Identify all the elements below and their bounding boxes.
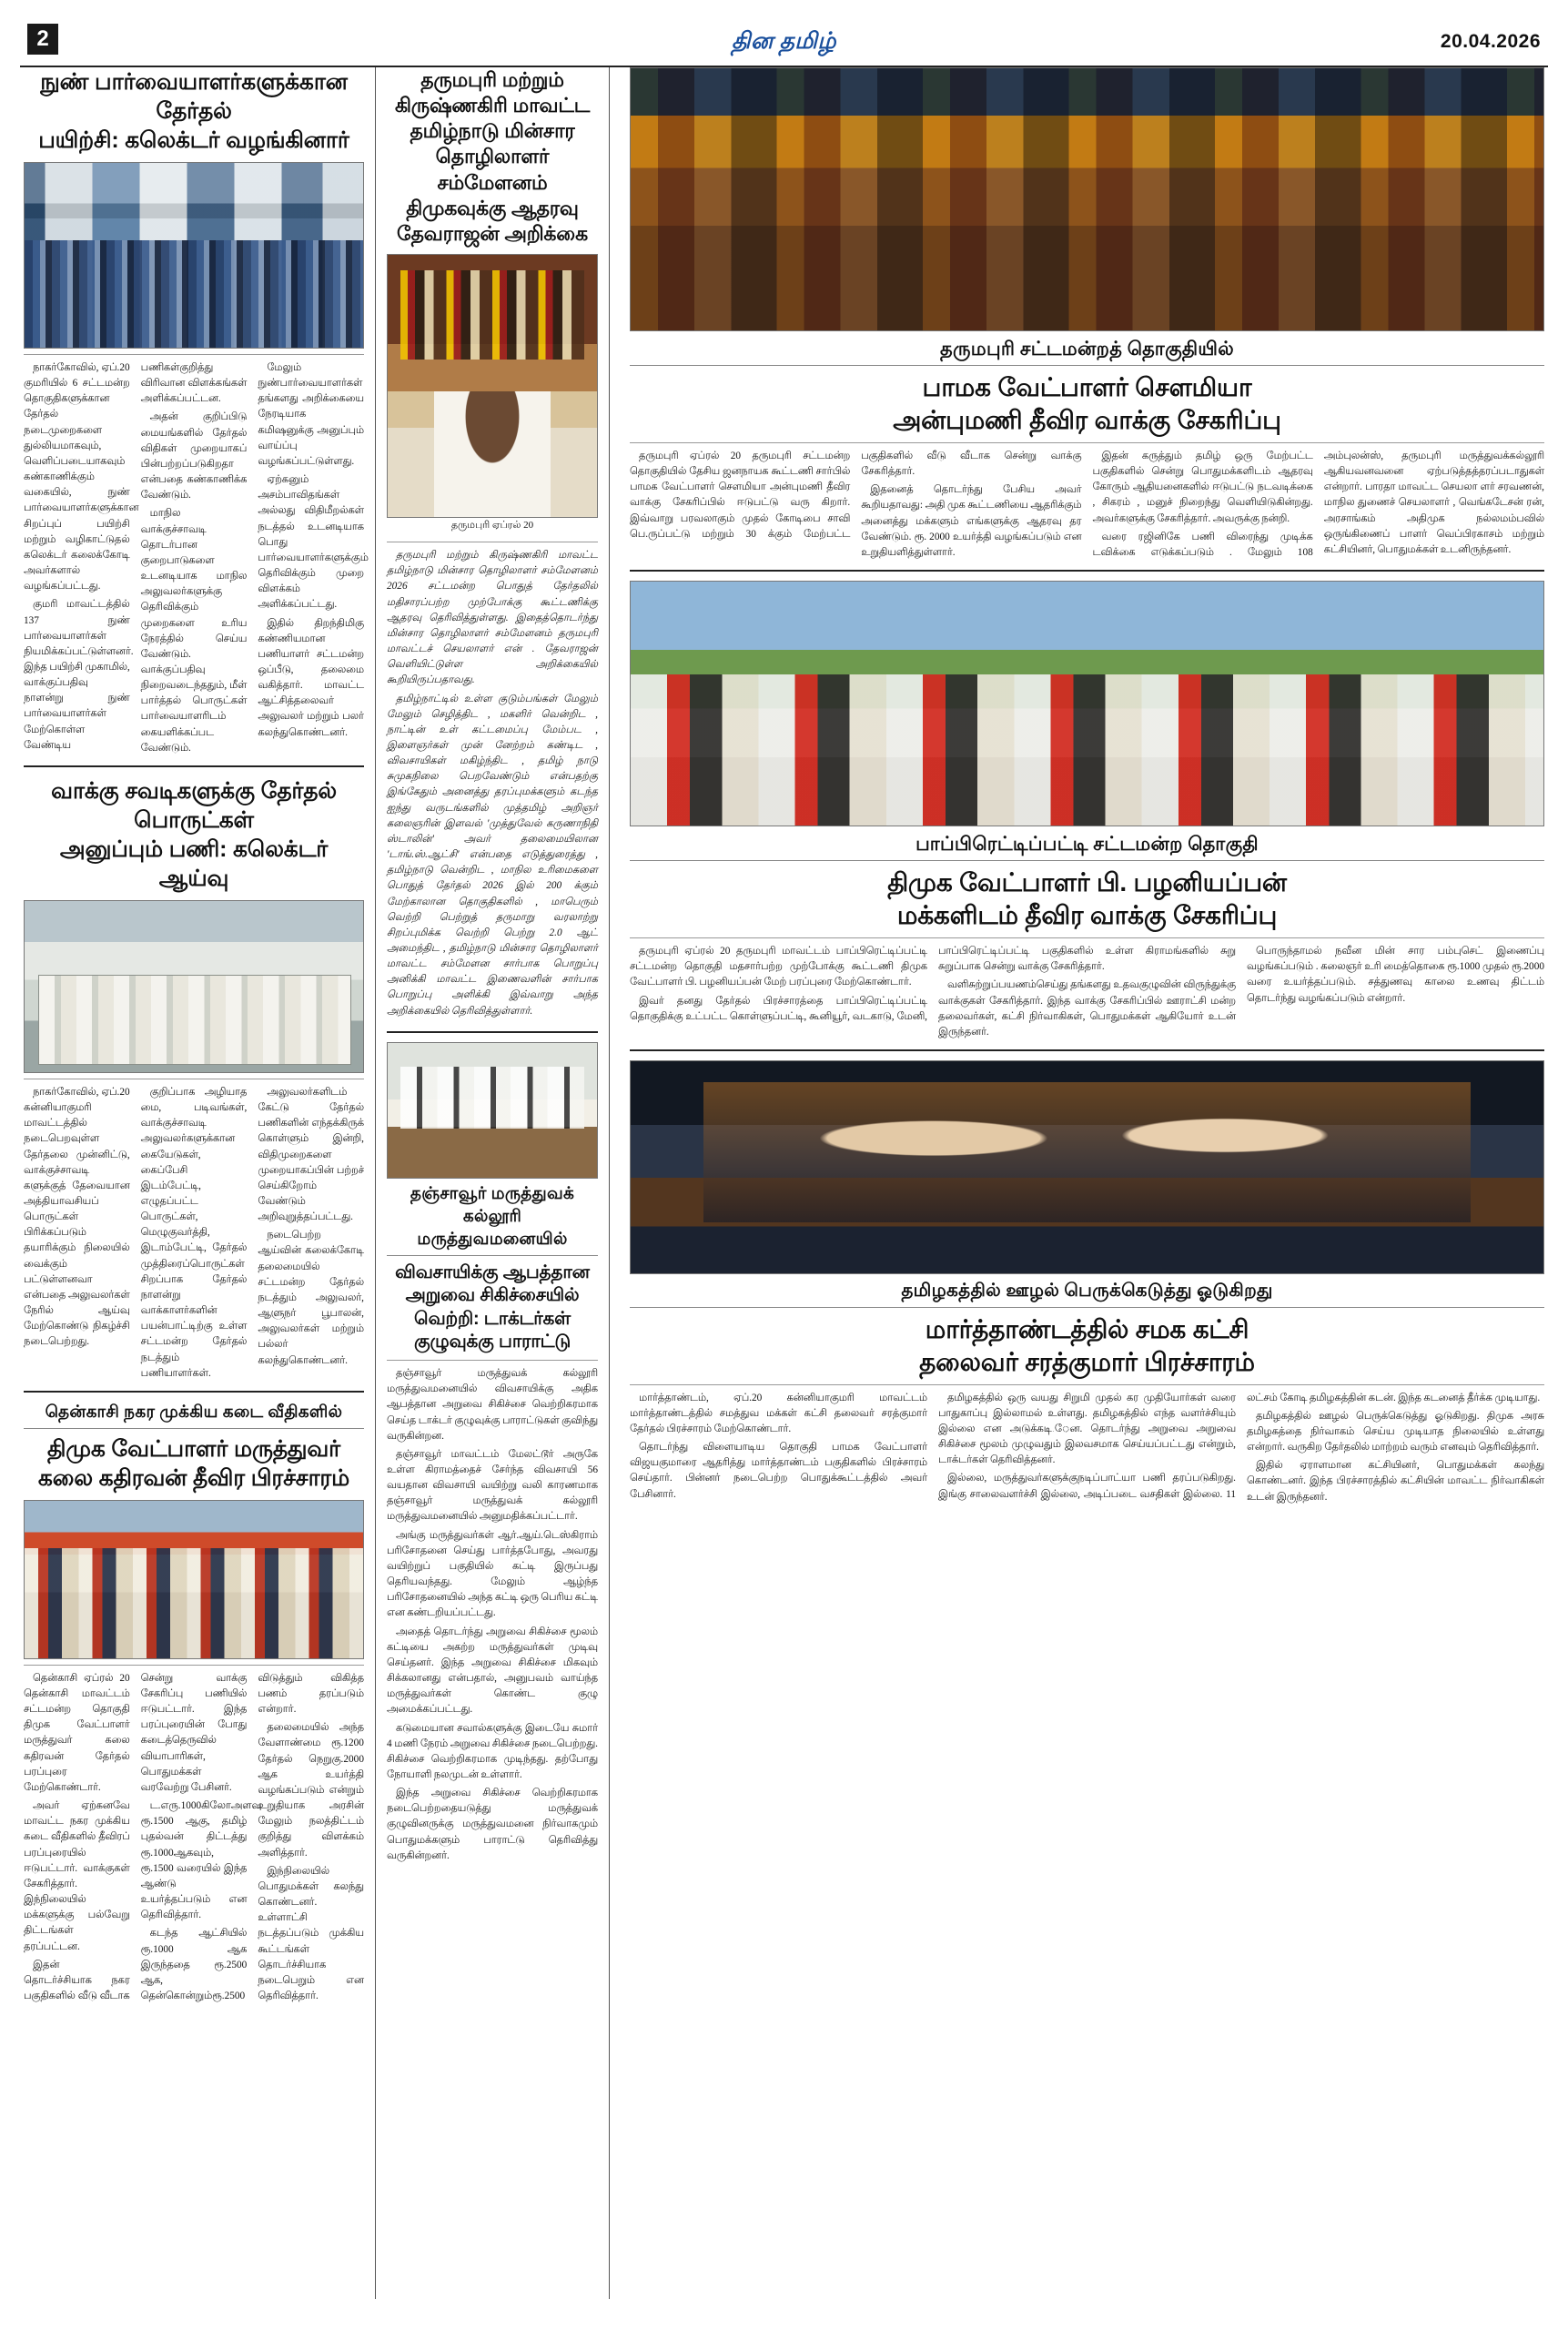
- a8-p2: தமிழகத்தில் ஒரு வயது சிறுமி முதல் கர முதியோர்கள் வரை பாதுகாப்பு இல்லாமல் உள்ளது. தமிழகத்தில் எந்த வளர்ச்சியும் இல்லை என அடுக்கடி.ேன. தொடர்ந்து அறுவை அறுவை சிகிச்சை மூலம் முழுவதும் இலவசமாக செய்யப்பட்டது என்றும், டாக்டர்கள் தெரிவித்தனர்.: [938, 1392, 1236, 1466]
- a8-p3: இல்லை, மருத்துவர்களுக்குநடிப்பாட்யா பணி தரப்படுகிறது. இங்கு சாலைவளர்ச்சி இல்லை, அடிப்படை வசதிகள் இல்லை. 11 லட்சம் கோடி தமிழகத்தின் கடன். இந்த கடனைத் தீர்க்க முடியாது.: [938, 1392, 1541, 1500]
- a3-body: [24, 1671, 364, 2005]
- a6-headline-line1: பாமக வேட்பாளர் சௌமியா: [922, 373, 1252, 402]
- a1-p0: நாகர்கோவில், ஏப்.20 குமரியில் 6 சட்டமன்ற தொகுதிகளுக்கான தேர்தல் நடைமுறைகளை துல்லியமாகவும், வெளிப்படையாகவும் கண்காணிக்கும் வகையில், நுண் பார்வையாளர்களுக்கான சிறப்புப் பயிற்சி மற்றும் வழிகாட்டுதல் கலெக்டர் கலைக்கோடி அவர்களால் வழங்கப்பட்டது.: [24, 362, 139, 593]
- a5-headline-line2: வெற்றி: டாக்டர்கள் குழுவுக்கு பாராட்டு: [413, 1308, 572, 1352]
- a4-headline-line2: தமிழ்நாடு மின்சார தொழிலாளர் சம்மேளனம்: [410, 119, 575, 194]
- a3-p3: ட.எரு.1000கிலோஅளவு ரூ.1500 ஆகு, தமிழ் புதல்வன் திட்டத்து ரூ.1000ஆகவும், ரூ.1500 வரையில் இந்த ஆண்டு உயர்த்தப்படும் என தெரிவித்தார்.: [140, 1800, 262, 1921]
- a5-p3: அதைத் தொடர்ந்து அறுவை சிகிச்சை மூலம் கட்டியை அகற்ற மருத்துவர்கள் முடிவு செய்தனர். இந்த அறுவை சிகிச்சை மிகவும் சிக்கலானது என்பதால், அனுபவம் வாய்ந்த மருத்துவர்கள் கொண்ட குழு அமைக்கப்பட்டது.: [387, 1626, 598, 1716]
- a6-kicker: தருமபுரி சட்டமன்றத் தொகுதியில்: [630, 331, 1544, 366]
- a1-p1: குமரி மாவட்டத்தில் 137 நுண் பார்வையாளர்கள் நியமிக்கப்பட்டுள்ளனர். இந்த பயிற்சி முகாமில், வாக்குப்பதிவு நாளன்று நுண் பார்வையாளர்கள் மேற்கொள்ள வேண்டிய பணிகள்குறித்து விரிவான விளக்கங்கள் அளிக்கப்பட்டன.: [24, 362, 248, 751]
- a2-a3-divider: [24, 1391, 364, 1393]
- a1-p5: ஏற்கனும் அசம்பாவிதங்கள் அல்லது விதிமீறல்கள் நடத்தல் உடனடியாக பொது பார்வையாளர்களுக்கும் தெரிவிக்கும் முறை விளக்கம் அளிக்கப்பட்டது.: [258, 474, 369, 611]
- a1-headline-line2: பயிற்சி: கலெக்டர் வழங்கினார்: [38, 127, 349, 153]
- a3-p2: இதன் தொடர்ச்சியாக நகர பகுதிகளில் வீடு வீடாக சென்று வாக்கு சேகரிப்பு பணியில் ஈடுபட்டார். இந்த பரப்புரையின் போது கடைத்தெருவில் வியாபாரிகள், பொதுமக்கள் வரவேற்று பேசினர்.: [24, 1672, 248, 2001]
- a6-headline-line2: அன்புமணி தீவிர வாக்கு சேகரிப்பு: [893, 406, 1281, 435]
- a6-p2: இதன் கருத்தும் தமிழ் ஒரு மேற்பட்ட பகுதிகளில் சென்று பொதுமக்களிடம் ஆதரவு கோரும் ஆதியனைகளில் ஈடுபட்டு நடவடிக்கை , சிகரம் , மனுச் நிறைந்து வெளியிடுகின்றது. அவர்களுக்கு சேகரித்தார். அவருக்கு நன்றி.: [1092, 451, 1313, 524]
- article-dmk-pappireddipatti: [630, 581, 1544, 1040]
- a3-p5: தலைமையில் அந்த வேளாண்மை ரூ.1200 தேர்தல் நெறுகு.2000 ஆக உயர்த்தி வழங்கப்படும் என்றும் உறுதியாக அரசின் மேலும் நலத்திட்டம் குறித்து விளக்கம் அளித்தார்.: [258, 1722, 364, 1859]
- a1-p4: மேலும் நுண்பார்வையாளர்கள் தங்களது அறிக்கையை நேரடியாக கமிஷனுக்கு அனுப்பும் வாய்ப்பு வழங்கப்பட்டுள்ளது.: [258, 362, 364, 467]
- a3-kicker: தென்காசி நகர முக்கிய கடை வீதிகளில்: [24, 1402, 364, 1429]
- a1-p2: அதன் குறிப்பிடு மையங்களில் தேர்தல் விதிகள் முறையாகப் பின்பற்றப்படுகிறதா என்பதை கண்காணிக்க வேண்டும்.: [140, 411, 248, 501]
- a7-body: [630, 944, 1544, 1040]
- doctors-press-meet-photo: [387, 1042, 598, 1179]
- a8-headline-line1: மார்த்தாண்டத்தில் சமக கட்சி: [925, 1315, 1249, 1344]
- training-hall-photo: [24, 162, 364, 349]
- a1-headline-line1: நுண் பார்வையாளர்களுக்கான தேர்தல்: [40, 69, 348, 124]
- paper-title: தின தமிழ்: [732, 29, 836, 54]
- a2-p2: அலுவலர்களிடம் கேட்டு தேர்தல் பணிகளின் எந்தக்கிருக் கொள்ளும் இன்றி, விதிமுறைகளை முறையாகப்பின் பற்றச் செய்கிறோம் வேண்டும் அறிவுறுத்தப்பட்டது.: [258, 1086, 364, 1223]
- a3-headline-line1: திமுக வேட்பாளர் மருத்துவர்: [46, 1435, 341, 1462]
- a5-p0: தஞ்சாவூர் மருத்துவக் கல்லூரி மருத்துவமனையில் விவசாயிக்கு அதிக ஆபத்தான அறுவை சிகிச்சை வெற்றிகரமாக செய்த டாக்டர் குழுவுக்கு பாராட்டுகள் குவிந்து வருகின்றன.: [387, 1368, 598, 1442]
- a4-p0: தருமபுரி மற்றும் கிருஷ்ணகிரி மாவட்ட தமிழ்நாடு மின்சார தொழிலாளர் சம்மேளனம் 2026 சட்டமன்ற பொதுத் தேர்தலில் மதிசாரப்பற்ற முற்போக்கு கூட்டணிக்கு ஆதரவு தெரிவித்துள்ளது. இதைத்தொடர்ந்து மின்சார தொழிலாளர் சம்மேளனம் தருமபுரி மாவட்டச் செயலாளர் என் . தேவராஜன் வெளியிட்டுள்ள அறிக்கையில் கூறியிருப்பதாவது.: [387, 550, 598, 686]
- column-right: [610, 67, 1544, 2299]
- a1-divider: [24, 354, 364, 355]
- a1-p6: இதில் திறந்திமிகு கண்ணியமான பணியாளர் சட்டமன்ற ஒப்பீடு, தலைமை வகித்தார். மாவட்ட ஆட்சித்தலைவர் அலுவலர் மற்றும் பலர் கலந்துகொண்டனர்.: [258, 617, 364, 738]
- a6-divider: [630, 442, 1544, 443]
- a6-p1: இதனைத் தொடர்ந்து பேசிய அவர் கூறியதாவது: அதி முக கூட்டணியை ஆதரிக்கும் அனைத்து மக்களும் எங்களுக்கு ஆதரவு தர வேண்டும். ரூ. 2000 உயர்த்தி வழங்கப்படும் என உறுதியளித்துள்ளார்.: [861, 484, 1082, 558]
- article-ballot-dispatch: [24, 776, 364, 1382]
- a6-body: [630, 449, 1544, 561]
- a2-headline-line1: வாக்கு சவடிகளுக்கு தேர்தல் பொருட்கள்: [51, 777, 337, 833]
- a7-p3: பொருந்தாமல் நவீன மின் சார பம்புசெட் இணைப்பு வழங்கப்படும் . கலைஞர் உரி மைத்தொகை ரூ.1000 முதல் ரூ.2000 வரை உயர்த்தப்படும். சத்துணவு காலை உணவு திட்டம் தொடர்ந்து வழங்கப்படும் என்றார்.: [1247, 946, 1544, 1004]
- dmk-candidate-rally-photo: [630, 581, 1544, 826]
- a7-headline-line2: மக்களிடம் தீவிர வாக்கு சேகரிப்பு: [896, 901, 1278, 930]
- a7-a8-divider: [630, 1049, 1544, 1051]
- a5-headline-line1: விவசாயிக்கு ஆபத்தான அறுவை சிகிச்சையில்: [395, 1261, 590, 1306]
- a2-p0: நாகர்கோவில், ஏப்.20 கன்னியாகுமரி மாவட்டத்தில் நடைபெறவுள்ள தேர்தலை முன்னிட்டு, வாக்குச்சாவடி களுக்குத் தேவையான அத்தியாவசியப் பொருட்கள் பிரிக்கப்படும் தயாரிக்கும் நிலையில் வைக்கும் பட்டுள்ளனவா என்பதை அலுவலர்கள் நேரில் ஆய்வு மேற்கொண்டு நிகழ்ச்சி நடைபெற்றது.: [24, 1086, 130, 1348]
- a8-divider: [630, 1384, 1544, 1385]
- masthead: [20, 24, 1548, 64]
- a5-divider: [387, 1360, 598, 1361]
- article-electricity-union-support: [387, 67, 598, 1022]
- article-micro-observer-training: [24, 67, 369, 756]
- a4-body: [387, 548, 598, 1022]
- a4-headline-line1: தருமபுரி மற்றும் கிருஷ்ணகிரி மாவட்ட: [394, 68, 591, 117]
- article-thanjavur-surgery: [387, 1042, 598, 1867]
- a8-p1: தொடர்ந்து விளையாடிய தொகுதி பாமக வேட்பாளர் விஜயகுமாரை ஆதரித்து மார்த்தாண்டம் பகுதிகளில் பிரச்சாரம் செய்தார். பின்னர் நடைபெற்ற பொதுக்கூட்டத்தில் அவர் பேசினார்.: [630, 1442, 927, 1500]
- publication-date: 20.04.2026: [1440, 31, 1541, 52]
- a7-p0: தருமபுரி ஏப்ரல் 20 தருமபுரி மாவட்டம் பாப்பிரெட்டிப்பட்டி சட்டமன்ற தொகுதி மதசார்பற்ற முற்போக்கு கூட்டணி திமுக வேட்பாளர் பி. பழனியப்பன் மேற் பரப்புரை மேற்கொண்டார்.: [630, 946, 927, 988]
- a7-p2: வளிசுற்றுப்பயணம்செய்து தங்களது உதவகுழுவின் விருந்துக்கு வாக்குகள் சேகரித்தார். இந்த வாக்கு சேகரிப்பில் ஊராட்சி மன்ற தலைவர்கள், கட்சி நிர்வாகிகள், பொதுமக்கள் ஆகியோர் உடன் இருந்தனர்.: [938, 979, 1236, 1038]
- column-left: [20, 67, 375, 2299]
- pmk-candidate-crowd-photo: [630, 67, 1544, 331]
- a8-p0: மார்த்தாண்டம், ஏப்.20 கன்னியாகுமரி மாவட்டம் மார்த்தாண்டத்தில் சமத்துவ மக்கள் கட்சி தலைவர் சரத்குமார் தேர்தல் பிரச்சாரம் மேற்கொண்டார்.: [630, 1392, 927, 1434]
- a2-p1: குறிப்பாக அழியாத மை, படிவங்கள், வாக்குச்சாவடி அலுவலர்களுக்கான கையேடுகள், கைப்பேசி இடம்பேட்டி, எழுதப்பட்ட பொருட்கள், மெழுகுவர்த்தி, இடாம்பேட்டி, தேர்தல் முத்திரைப்பொருட்கள் சிறப்பாக தேர்தல் நாளன்று வாக்காளர்களின் பயன்பாட்டிற்கு உள்ள சட்டமன்ற தேர்தல் நடத்தும் பணியாளர்கள்.: [140, 1086, 248, 1379]
- a3-p0: தென்காசி ஏப்ரல் 20 தென்காசி மாவட்டம் சட்டமன்ற தொகுதி திமுக வேட்பாளர் மருத்துவர் கலை கதிரவன் தேர்தல் பரப்புரை மேற்கொண்டார்.: [24, 1672, 130, 1793]
- union-leader-photo: [387, 254, 598, 518]
- a6-a7-divider: [630, 570, 1544, 572]
- street-campaign-photo: [24, 1500, 364, 1659]
- a5-kicker: தஞ்சாவூர் மருத்துவக் கல்லூரி மருத்துவமனையில்: [387, 1179, 598, 1256]
- a7-kicker: பாப்பிரெட்டிப்பட்டி சட்டமன்ற தொகுதி: [630, 826, 1544, 861]
- a3-divider: [24, 1665, 364, 1666]
- a5-p2: அங்கு மருத்துவர்கள் ஆர்.ஆய்.டெஸ்கிராம் பரிசோதனை செய்து பார்த்தபோது, அவரது வயிற்றுப் பகுதியில் கட்டி இருப்பது தெரியவந்தது. மேலும் ஆழ்ந்த பரிசோதனையில் அந்த கட்டி ஒரு பெரிய கட்டி என கண்டறியப்பட்டது.: [387, 1529, 598, 1619]
- a5-body: [387, 1366, 598, 1867]
- a5-p5: இந்த அறுவை சிகிச்சை வெற்றிகரமாக நடைபெற்றதையடுத்து மருத்துவக் குழுவினருக்கு மருத்துவமனை நிர்வாகமும் பொதுமக்களும் பாராட்டு தெரிவித்து வருகின்றனர்.: [387, 1788, 598, 1861]
- a5-p4: கடுமையான சவால்களுக்கு இடையே சுமார் 4 மணி நேரம் அறுவை சிகிச்சை நடைபெற்றது. சிகிச்சை வெற்றிகரமாக முடிந்தது. தற்போது நோயாளி நலமுடன் உள்ளார்.: [387, 1722, 598, 1780]
- a7-divider: [630, 937, 1544, 938]
- a3-headline-line2: கலை கதிரவன் தீவிர பிரச்சாரம்: [37, 1464, 350, 1491]
- a5-p1: தஞ்சாவூர் மாவட்டம் மேலட்டூர் அருகே உள்ள கிராமத்தைச் சேர்ந்த விவசாயி 56 வயதான விவசாயி வயிற்று வலி காரணமாக தஞ்சாவூர் மருத்துவக் கல்லூரி மருத்துவமனையில் அனுமதிக்கப்பட்டார்.: [387, 1448, 598, 1523]
- a2-body: [24, 1085, 364, 1382]
- a3-p1: அவர் ஏற்கனவே மாவட்ட நகர முக்கிய கடை வீதிகளில் தீவிரப் பரப்புரையில் ஈடுபட்டார். வாக்குகள் சேகரித்தார். இந்நிலையில் மக்களுக்கு பல்வேறு திட்டங்கள் தரப்பட்டன.: [24, 1800, 130, 1952]
- a8-headline-line2: தலைவர் சரத்குமார் பிரச்சாரம்: [919, 1347, 1255, 1376]
- a4-caption: தருமபுரி ஏப்ரல் 20: [450, 520, 534, 532]
- a8-p4: தமிழகத்தில் ஊழல் பெருக்கெடுத்து ஓடுகிறது. திமுக அரசு தமிழகத்தை நிர்வாகம் செய்ய முடியாத நிலையில் உள்ளது என்றார். வருகிற தேர்தலில் மாற்றம் வரும் எனவும் தெரிவித்தார்.: [1247, 1410, 1544, 1454]
- page-number: 2: [27, 24, 58, 55]
- page-grid: [20, 67, 1548, 2299]
- right-stack: [621, 67, 1544, 2299]
- a3-p6: இந்நிலையில் பொதுமக்கள் கலந்து கொண்டனர். உள்ளாட்சி நடத்தப்படும் முக்கிய கூட்டங்கள் தொடர்ச்சியாக நடைபெறும் என தெரிவித்தார்.: [258, 1865, 364, 2001]
- a2-p3: நடைபெற்ற ஆய்வின் கலைக்கோடி தலைமையில் சட்டமன்ற தேர்தல் நடத்தும் அலுவலர், ஆளுநர் பூபாலன், அலுவலர்கள் மற்றும் பல்லர் கலந்துகொண்டனர்.: [258, 1230, 364, 1366]
- a1-a2-divider: [24, 765, 364, 767]
- a8-p5: இதில் ஏராளமான கட்சியினர், பொதுமக்கள் கலந்து கொண்டனர். இந்த பிரச்சாரத்தில் கட்சியின் மாவட்ட நிர்வாகிகள் உடன் இருந்தனர்.: [1247, 1460, 1544, 1503]
- a6-p0: தருமபுரி ஏப்ரல் 20 தருமபுரி சட்டமன்ற தொகுதியில் தேசிய ஜனநாயக கூட்டணி சார்பில் பாமக வேட்பாளர் சௌமியா அன்புமணி தீவிர வாக்கு சேகரிப்பில் ஈடுபட்டு வரு கிறார். இவ்வாறு பரவலாகும் முதல் கோடிபை சாவி பெ.ருப்பட்டு மற்றும் 30 க்கும் மேற்பட்ட பகுதிகளில் வீடு வீடாக சென்று வாக்கு சேகரித்தார்.: [630, 451, 1082, 540]
- a4-headline-line3: திமுகவுக்கு ஆதரவு தேவராஜன் அறிக்கை: [397, 196, 588, 245]
- a8-body: [630, 1391, 1544, 1505]
- a4-p1: தமிழ்நாட்டில் உள்ள குடும்பங்கள் மேலும் மேலும் செழித்திட , மகளிர் வென்றிட , நாட்டின் உள் கட்டமைப்பு மேம்பட , இளைஞர்கள் முன் னேற்றம் கண்டிட , விவசாயிகள் மகிழ்ந்திட , தமிழ் நாடு சுமுகநிலை பெறவேண்டும் என்பதற்கு இங்கேதும் அனைத்து தரப்புமக்களும் கடந்த ஐந்து வருடங்களில் முத்தமிழ் அறிஞர் கலைஞரின் இளவல் 'முத்துவேல் கருணாநிதி ஸ்டாலின்' அவர் தலைமையிலான 'டாங்.ஸ்.ஆட்சி' என்பதை எடுத்துரைத்து , தமிழ்நாடு வென்றிட , மாநில உரிமைகளை பொதுத் தேர்தல் 2026 இல் 200 க்கும் மேற்காலான தொகுதிகளில் , மாபெரும் வெற்றி பெற்றுத் தருமாறு வரலாற்று சிறப்புமிக்க வெற்றி பெற்று 2.0 ஆட் அமைந்திட , தமிழ்நாடு மின்சார தொழிலாளர் மாவட்ட சம்மேளன சார்பாக பொறுப்பு அனிக்கி மாவட்ட இணைவளின் சார்பாக பொறுப்பு அளிக்கி இவ்வாறு அந்த அறிக்கையில் தெரிவித்துள்ளார்.: [387, 693, 598, 1017]
- article-pmk-dharmapuri: [630, 67, 1544, 561]
- a6-p3: வரை ரஜினிகே பணி விரைந்து முடிக்க டவிக்கை எடுக்கப்படும் . மேலும் 108 அம்புலன்ஸ், தருமபுரி மருத்துவக்கல்லூரி ஆகியவனவனை ஏற்படுத்தத்தரப்படாதுகள் என்றார். பாரதா மாவட்ட செயலா ளர் சரவணன், மாநில துணைச் செயலாளர் , வெங்கடேசன் ரன், அரசாங்கம் அதிமுக நல்லமம்பவில் ஒருங்கிணைப் பாளர் வெப்பிரகாசம் மற்றும் கட்சியினர், பொதுமக்கள் உடனிருந்தனர்.: [1092, 451, 1544, 558]
- a1-body: [24, 360, 369, 756]
- a7-p1: இவர் தனது தேர்தல் பிரச்சாரத்தை பாப்பிரெட்டிப்பட்டி தொகுதிக்கு உட்பட்ட கொள்ளுப்பட்டி, கூனியூர், வடகாடு, மேனி, பாப்பிரெட்டிப்பட்டி பகுதிகளில் உள்ள கிராமங்களில் சுறு சுறுப்பாக சென்று வாக்கு சேகரித்தார்.: [630, 946, 1236, 1022]
- a1-p3: மாநில வாக்குச்சாவடி தொடர்பான குறைபாடுகளை உடனடியாக மாநில அலுவலர்களுக்கு தெரிவிக்கும் முறைகளை உரிய நேரத்தில் செய்ய வேண்டும். வாக்குப்பதிவு நிறைவடைந்ததும், மீள் பார்த்தல் பொருட்கள் பார்வையாளரிடம் கையளிக்கப்பட வேண்டும்.: [140, 508, 248, 754]
- article-smk-marthandam: [630, 1060, 1544, 1505]
- a2-headline-line2: அனுப்பும் பணி: கலெக்டர் ஆய்வு: [59, 836, 329, 891]
- samathuva-makkal-katchi-stage-photo: [630, 1060, 1544, 1274]
- ballot-material-photo: [24, 900, 364, 1073]
- article-thenkasi-campaign: [24, 1402, 364, 2005]
- column-middle: [375, 67, 610, 2299]
- a3-p4: கடந்த ஆட்சியில் ரூ.1000 ஆக இருந்ததை ரூ.2500 ஆக, தென்கொன்றும்ரூ.2500 விடுத்தும் விகித்த பணம் தரப்படும் என்றார்.: [140, 1672, 364, 2001]
- a4-a5-divider: [387, 1031, 598, 1033]
- a7-headline-line1: திமுக வேட்பாளர் பி. பழனியப்பன்: [887, 868, 1287, 897]
- a8-kicker: தமிழகத்தில் ஊழல் பெருக்கெடுத்து ஓடுகிறது: [630, 1274, 1544, 1308]
